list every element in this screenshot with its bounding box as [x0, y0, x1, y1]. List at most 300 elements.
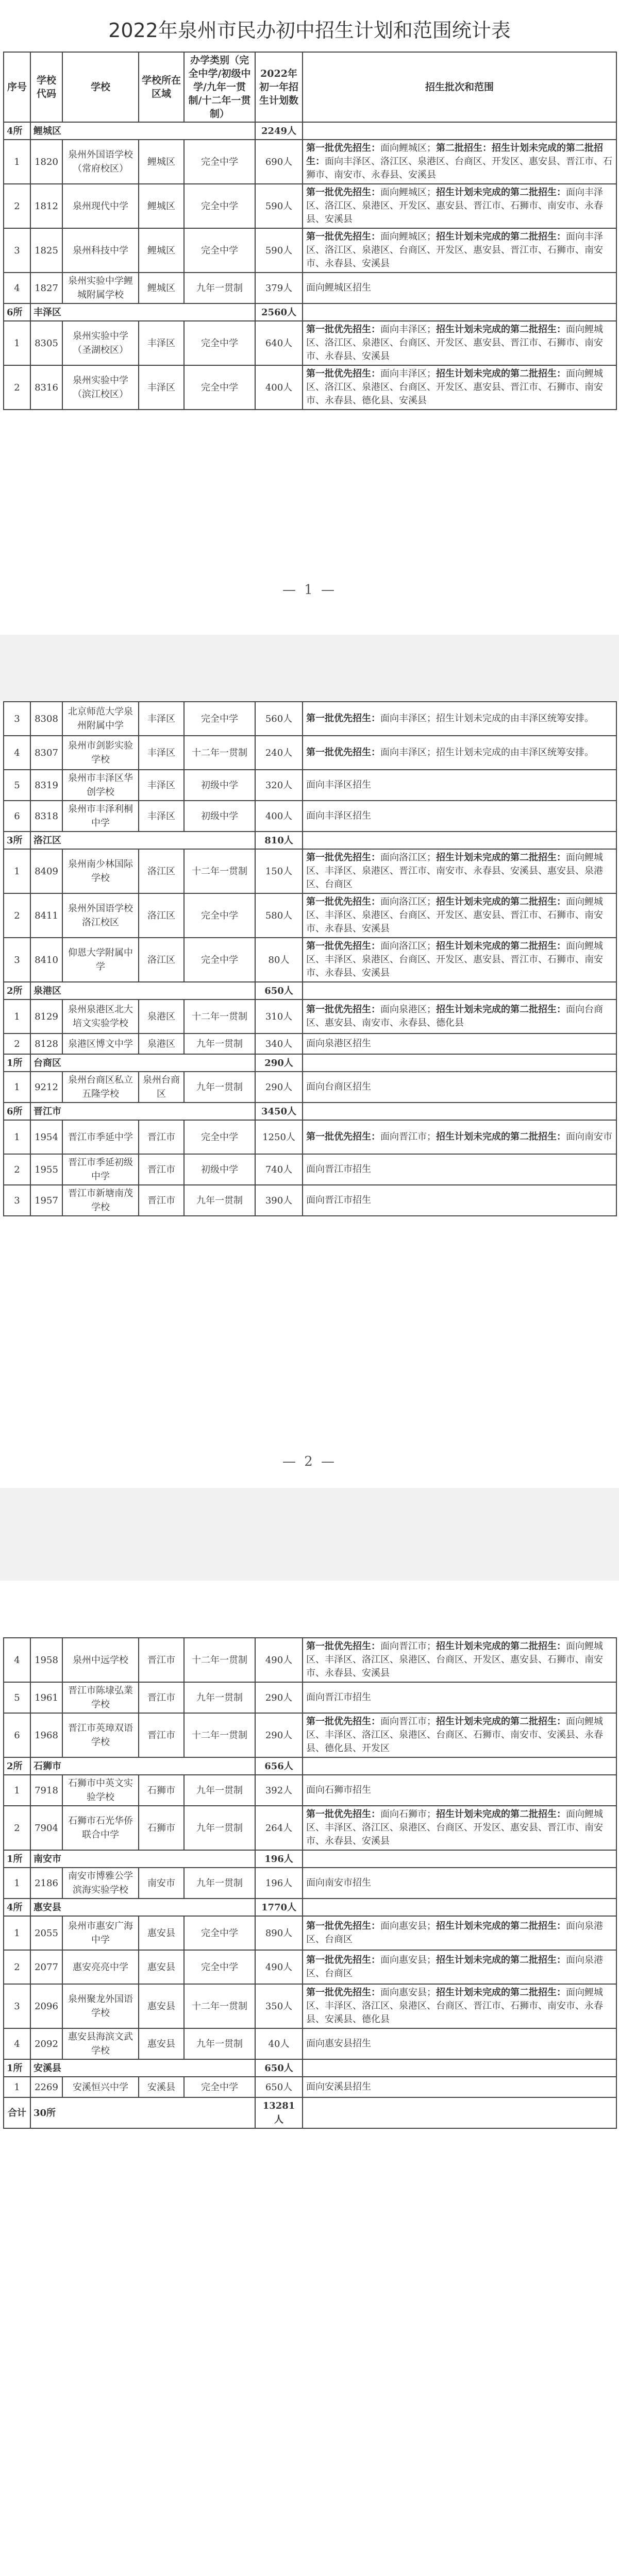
region-school-count: 2所	[4, 1757, 30, 1775]
school-code: 1957	[30, 1185, 62, 1216]
enrollment-scope	[303, 801, 616, 832]
plan-count: 196人	[255, 1868, 303, 1899]
table-row	[4, 1868, 616, 1899]
page-gap	[0, 635, 619, 701]
table-row	[4, 938, 616, 982]
school-type: 完全中学	[184, 1916, 255, 1950]
scope-areas: 面向泉港区、台商区	[306, 1921, 603, 1945]
enrollment-scope	[303, 228, 616, 273]
school-code: 9212	[30, 1072, 62, 1103]
page-title: 2022年泉州市民办初中招生计划和范围统计表	[108, 19, 511, 42]
plan-count: 580人	[255, 893, 303, 938]
school-type: 十二年一贯制	[184, 999, 255, 1033]
scope-batch-label: 第一批优先招生：	[306, 1921, 380, 1931]
scope-batch-label: 招生计划未完成的第二批招生：	[436, 1641, 566, 1652]
school-area: 南安市	[139, 1868, 184, 1899]
region-name: 南安市	[30, 1850, 255, 1868]
table-row	[4, 999, 616, 1033]
row-number: 2	[4, 1154, 30, 1185]
enrollment-scope	[303, 893, 616, 938]
column-header: 招生批次和范围	[303, 52, 616, 122]
school-area: 丰泽区	[139, 801, 184, 832]
school-name: 晋江市季延中学	[62, 1120, 139, 1154]
region-school-count: 6所	[4, 303, 30, 321]
school-name: 泉州南少林国际学校	[62, 849, 139, 893]
school-code: 7918	[30, 1775, 62, 1806]
scope-areas: 面向鲤城区、丰泽区、泉港区、台商区、开发区、惠安县、晋江市、石狮市、南安市、永春县、安溪县	[306, 941, 603, 978]
column-header: 2022年初一年招生计划数	[255, 52, 303, 122]
enrollment-scope	[303, 1868, 616, 1899]
school-code: 8409	[30, 849, 62, 893]
table-row	[4, 702, 616, 736]
scope-batch-label: 第一批优先招生：	[306, 1809, 380, 1820]
scope-batch-label: 招生计划未完成的第二批招生：	[436, 1716, 566, 1727]
scope-batch-label: 第一批优先招生：	[306, 187, 380, 198]
region-scope-empty	[303, 832, 616, 849]
school-name: 惠安亮亮中学	[62, 1950, 139, 1984]
region-plan-total: 650人	[255, 2059, 303, 2077]
school-area: 晋江市	[139, 1185, 184, 1216]
plan-count: 560人	[255, 702, 303, 736]
region-school-count: 4所	[4, 1899, 30, 1916]
region-scope-empty	[303, 2059, 616, 2077]
scope-areas: 面向晋江市招生	[306, 1692, 371, 1703]
scope-batch-label: 招生计划未完成的第二批招生：	[436, 1809, 566, 1820]
region-name: 安溪县	[30, 2059, 255, 2077]
scope-areas: 面向泉港区；	[380, 1004, 436, 1015]
plan-count: 320人	[255, 770, 303, 801]
enrollment-scope	[303, 1072, 616, 1103]
region-plan-total: 3450人	[255, 1103, 303, 1120]
school-code: 1820	[30, 140, 62, 184]
scope-areas: 面向石狮市招生	[306, 1785, 371, 1795]
scope-areas: 面向晋江市；	[380, 1716, 436, 1727]
school-type: 九年一贯制	[184, 1033, 255, 1054]
scope-areas: 招生计划未完成的由丰泽区统筹安排。	[436, 713, 594, 724]
row-number: 6	[4, 1713, 30, 1757]
scope-areas: 面向台商区、惠安县、南安市、永春县、德化县	[306, 1004, 603, 1028]
region-plan-total: 2249人	[255, 122, 303, 140]
scope-batch-label: 第一批优先招生：	[306, 1955, 380, 1965]
region-scope-empty	[303, 1757, 616, 1775]
enrollment-scope	[303, 736, 616, 770]
column-header: 学校代码	[30, 52, 62, 122]
enrollment-scope	[303, 1916, 616, 1950]
school-name: 泉州台商区私立五隆学校	[62, 1072, 139, 1103]
school-type: 九年一贯制	[184, 1775, 255, 1806]
scope-batch-label: 第一批优先招生：	[306, 1131, 380, 1142]
school-code: 8307	[30, 736, 62, 770]
school-area: 丰泽区	[139, 736, 184, 770]
scope-areas: 面向鲤城区、洛江区、泉港区、台商区、开发区、惠安县、晋江市、石狮市、南安市、永春县、德化县、安溪县	[306, 368, 603, 406]
table-row	[4, 893, 616, 938]
school-area: 惠安县	[139, 1950, 184, 1984]
row-number: 1	[4, 321, 30, 365]
school-area: 丰泽区	[139, 365, 184, 410]
table-row	[4, 1916, 616, 1950]
plan-count: 590人	[255, 228, 303, 273]
row-number: 2	[4, 1950, 30, 1984]
table-row	[4, 1033, 616, 1054]
scope-batch-label: 招生计划未完成的第二批招生：	[436, 324, 566, 335]
region-row	[4, 1054, 616, 1072]
scope-batch-label: 第一批优先招生：	[306, 896, 380, 907]
school-area: 丰泽区	[139, 702, 184, 736]
row-number: 4	[4, 736, 30, 770]
scope-areas: 面向泉港区、台商区	[306, 1955, 603, 1979]
row-number: 2	[4, 365, 30, 410]
scope-areas: 面向鲤城区、丰泽区、洛江区、泉港区、台商区、开发区、惠安县、晋江市、南安市、永春县、安溪县	[306, 1809, 603, 1846]
school-area: 惠安县	[139, 1916, 184, 1950]
page-3	[0, 1581, 619, 2576]
region-row	[4, 2059, 616, 2077]
school-code: 8128	[30, 1033, 62, 1054]
row-number: 3	[4, 1185, 30, 1216]
scope-batch-label: 招生计划未完成的第二批招生：	[436, 852, 566, 863]
school-type: 十二年一贯制	[184, 1713, 255, 1757]
plan-count: 690人	[255, 140, 303, 184]
page-1	[0, 0, 619, 635]
plan-count: 890人	[255, 1916, 303, 1950]
row-number: 4	[4, 273, 30, 303]
school-code: 1825	[30, 228, 62, 273]
school-name: 泉州实验中学（滨江校区）	[62, 365, 139, 410]
scope-areas: 面向晋江市；	[380, 1131, 436, 1142]
school-type: 完全中学	[184, 184, 255, 228]
region-name: 惠安县	[30, 1899, 255, 1916]
school-name: 泉州外国语学校（常府校区）	[62, 140, 139, 184]
enrollment-scope	[303, 1984, 616, 2028]
scope-batch-label: 第一批优先招生：	[306, 368, 380, 379]
row-number: 3	[4, 1984, 30, 2028]
scope-areas: 面向南安市招生	[306, 1877, 371, 1888]
table-row	[4, 1950, 616, 1984]
region-plan-total: 810人	[255, 832, 303, 849]
school-type: 完全中学	[184, 365, 255, 410]
scope-batch-label: 第二批招生：招生计划未完成的第二批招生：	[306, 143, 603, 167]
school-name: 石狮市中英文实验学校	[62, 1775, 139, 1806]
row-number: 6	[4, 801, 30, 832]
row-number: 1	[4, 140, 30, 184]
school-type: 完全中学	[184, 938, 255, 982]
region-name: 丰泽区	[30, 303, 255, 321]
school-name: 仰恩大学附属中学	[62, 938, 139, 982]
plan-count: 392人	[255, 1775, 303, 1806]
table-row	[4, 1775, 616, 1806]
row-number: 5	[4, 1682, 30, 1713]
scope-areas: 面向鲤城区、丰泽区、洛江区、泉港区、台商区、石狮市、南安市、安溪县、永春县、德化县、开发区	[306, 1716, 603, 1754]
plan-count: 150人	[255, 849, 303, 893]
region-scope-empty	[303, 1054, 616, 1072]
enrollment-scope	[303, 770, 616, 801]
school-area: 洛江区	[139, 849, 184, 893]
school-type: 十二年一贯制	[184, 849, 255, 893]
region-scope-empty	[303, 1899, 616, 1916]
enrollment-scope	[303, 702, 616, 736]
scope-areas: 面向晋江市；	[380, 1641, 436, 1652]
school-type: 十二年一贯制	[184, 1984, 255, 2028]
enrollment-scope	[303, 184, 616, 228]
school-code: 8319	[30, 770, 62, 801]
scope-areas: 面向泉港区招生	[306, 1038, 371, 1049]
table-row	[4, 1713, 616, 1757]
row-number: 4	[4, 2028, 30, 2059]
region-school-count: 1所	[4, 1054, 30, 1072]
region-row	[4, 1899, 616, 1916]
enrollment-scope	[303, 1185, 616, 1216]
table-row	[4, 273, 616, 303]
scope-areas: 面向鲤城区、丰泽区、泉港区、台商区、开发区、惠安县、晋江市、石狮市、南安市、永春县、安溪县	[306, 896, 603, 934]
region-plan-total: 290人	[255, 1054, 303, 1072]
school-area: 惠安县	[139, 2028, 184, 2059]
table-row	[4, 1185, 616, 1216]
school-code: 8305	[30, 321, 62, 365]
enrollment-scope	[303, 1950, 616, 1984]
region-plan-total: 650人	[255, 982, 303, 999]
region-school-count: 4所	[4, 122, 30, 140]
scope-areas: 面向丰泽区招生	[306, 810, 371, 821]
table-row	[4, 1682, 616, 1713]
school-name: 泉州实验中学鲤城附属学校	[62, 273, 139, 303]
plan-count: 379人	[255, 273, 303, 303]
school-area: 洛江区	[139, 893, 184, 938]
school-type: 九年一贯制	[184, 1072, 255, 1103]
region-row	[4, 122, 616, 140]
row-number: 1	[4, 1916, 30, 1950]
school-name: 泉州市丰泽利桐中学	[62, 801, 139, 832]
scope-areas: 面向鲤城区、丰泽区、泉港区、晋江市、南安市、永春县、安溪县、惠安县、泉港区、台商区	[306, 852, 603, 890]
school-type: 十二年一贯制	[184, 1638, 255, 1682]
school-name: 北京师范大学泉州附属中学	[62, 702, 139, 736]
plan-count: 590人	[255, 184, 303, 228]
scope-batch-label: 第一批优先招生：	[306, 231, 380, 242]
table-row	[4, 228, 616, 273]
region-name: 晋江市	[30, 1103, 255, 1120]
table-row	[4, 365, 616, 410]
scope-areas: 面向石狮市；	[380, 1809, 436, 1820]
scope-areas: 面向晋江市招生	[306, 1164, 371, 1175]
scope-batch-label: 第一批优先招生：	[306, 941, 380, 952]
region-name: 石狮市	[30, 1757, 255, 1775]
plan-count: 240人	[255, 736, 303, 770]
region-scope-empty	[303, 982, 616, 999]
scope-areas: 面向鲤城区、洛江区、泉港区、台商区、开发区、惠安县、晋江市、石狮市、南安市、永春县、安溪县	[306, 324, 603, 362]
school-type: 九年一贯制	[184, 1185, 255, 1216]
scope-areas: 面向鲤城区；	[380, 187, 436, 198]
school-type: 完全中学	[184, 321, 255, 365]
enrollment-scope	[303, 273, 616, 303]
total-scope-empty	[303, 2097, 616, 2128]
plan-count: 80人	[255, 938, 303, 982]
table-row	[4, 321, 616, 365]
scope-areas: 面向台商区招生	[306, 1081, 371, 1092]
row-number: 2	[4, 893, 30, 938]
school-type: 九年一贯制	[184, 2028, 255, 2059]
plan-count: 740人	[255, 1154, 303, 1185]
school-code: 2092	[30, 2028, 62, 2059]
row-number: 1	[4, 1868, 30, 1899]
total-school-count: 30所	[30, 2097, 255, 2128]
enrollment-scope	[303, 1033, 616, 1054]
school-name: 惠安县海滨文武学校	[62, 2028, 139, 2059]
scope-batch-label: 第一批优先招生：	[306, 324, 380, 335]
region-name: 鲤城区	[30, 122, 255, 140]
school-type: 九年一贯制	[184, 1806, 255, 1850]
scope-areas: 面向洛江区；	[380, 896, 436, 907]
plan-count: 310人	[255, 999, 303, 1033]
region-plan-total: 656人	[255, 1757, 303, 1775]
region-row	[4, 982, 616, 999]
enrollment-scope	[303, 1154, 616, 1185]
school-name: 泉州市丰泽区华创学校	[62, 770, 139, 801]
column-header: 办学类别（完全中学/初级中学/九年一贯制/十二年一贯制）	[184, 52, 255, 122]
school-type: 初级中学	[184, 801, 255, 832]
region-row	[4, 1103, 616, 1120]
region-name: 台商区	[30, 1054, 255, 1072]
scope-batch-label: 招生计划未完成的第二批招生：	[436, 1921, 566, 1931]
region-school-count: 1所	[4, 2059, 30, 2077]
scope-batch-label: 招生计划未完成的第二批招生：	[436, 941, 566, 952]
school-name: 安溪恒兴中学	[62, 2077, 139, 2097]
school-area: 泉州台商区	[139, 1072, 184, 1103]
school-name: 晋江市英璋双语学校	[62, 1713, 139, 1757]
table-row	[4, 736, 616, 770]
row-number: 5	[4, 770, 30, 801]
school-type: 初级中学	[184, 1154, 255, 1185]
region-school-count: 1所	[4, 1850, 30, 1868]
scope-batch-label: 招生计划未完成的第二批招生：	[436, 1004, 566, 1015]
plan-count: 40人	[255, 2028, 303, 2059]
school-area: 石狮市	[139, 1775, 184, 1806]
enrollment-scope	[303, 1775, 616, 1806]
total-label: 合计	[4, 2097, 30, 2128]
column-header: 学校所在区域	[139, 52, 184, 122]
region-scope-empty	[303, 303, 616, 321]
table-row	[4, 1120, 616, 1154]
table-row	[4, 184, 616, 228]
row-number: 1	[4, 1072, 30, 1103]
scope-batch-label: 招生计划未完成的第二批招生：	[436, 1987, 566, 1998]
school-area: 鲤城区	[139, 273, 184, 303]
scope-batch-label: 招生计划未完成的第二批招生：	[436, 896, 566, 907]
page-number: — 1 —	[282, 582, 337, 598]
school-area: 丰泽区	[139, 770, 184, 801]
school-type: 完全中学	[184, 1120, 255, 1154]
scope-areas: 面向丰泽区招生	[306, 779, 371, 790]
school-code: 7904	[30, 1806, 62, 1850]
plan-count: 290人	[255, 1713, 303, 1757]
school-area: 晋江市	[139, 1154, 184, 1185]
page-gap	[0, 1488, 619, 1581]
school-area: 丰泽区	[139, 321, 184, 365]
region-row	[4, 1850, 616, 1868]
school-type: 九年一贯制	[184, 1868, 255, 1899]
enrollment-scope	[303, 140, 616, 184]
school-type: 九年一贯制	[184, 273, 255, 303]
school-area: 鲤城区	[139, 184, 184, 228]
scope-areas: 面向晋江市招生	[306, 1195, 371, 1206]
school-code: 8129	[30, 999, 62, 1033]
school-code: 2269	[30, 2077, 62, 2097]
scope-areas: 面向鲤城区招生	[306, 282, 371, 293]
enrollment-scope	[303, 2028, 616, 2059]
school-code: 8308	[30, 702, 62, 736]
plan-count: 290人	[255, 1682, 303, 1713]
region-name: 泉港区	[30, 982, 255, 999]
row-number: 1	[4, 849, 30, 893]
school-type: 九年一贯制	[184, 1682, 255, 1713]
enrollment-table	[3, 701, 617, 1216]
plan-count: 490人	[255, 1950, 303, 1984]
scope-batch-label: 第一批优先招生：	[306, 1004, 380, 1015]
region-school-count: 6所	[4, 1103, 30, 1120]
table-row	[4, 1154, 616, 1185]
enrollment-scope	[303, 2077, 616, 2097]
school-name: 泉州外国语学校洛江校区	[62, 893, 139, 938]
total-row	[4, 2097, 616, 2128]
scope-areas: 面向丰泽区；	[380, 713, 436, 724]
school-code: 8411	[30, 893, 62, 938]
scope-areas: 面向鲤城区；	[380, 231, 436, 242]
school-area: 晋江市	[139, 1638, 184, 1682]
enrollment-scope	[303, 321, 616, 365]
school-type: 完全中学	[184, 228, 255, 273]
scope-batch-label: 第一批优先招生：	[306, 1716, 380, 1727]
school-code: 1954	[30, 1120, 62, 1154]
school-name: 泉州市剑影实验学校	[62, 736, 139, 770]
region-row	[4, 1757, 616, 1775]
scope-batch-label: 招生计划未完成的第二批招生：	[436, 1955, 566, 1965]
enrollment-scope	[303, 1638, 616, 1682]
enrollment-scope	[303, 1713, 616, 1757]
school-code: 1968	[30, 1713, 62, 1757]
scope-areas: 面向惠安县；	[380, 1955, 436, 1965]
region-scope-empty	[303, 122, 616, 140]
plan-count: 340人	[255, 1033, 303, 1054]
region-scope-empty	[303, 1850, 616, 1868]
scope-areas: 面向丰泽区、洛江区、泉港区、开发区、惠安县、晋江市、石狮市、南安市、永春县、安溪县	[306, 187, 603, 225]
page-number: — 2 —	[282, 1454, 337, 1469]
school-type: 初级中学	[184, 770, 255, 801]
scope-batch-label: 第一批优先招生：	[306, 1641, 380, 1652]
scope-areas: 面向丰泽区；	[380, 747, 436, 758]
school-code: 8318	[30, 801, 62, 832]
enrollment-scope	[303, 1682, 616, 1713]
school-type: 十二年一贯制	[184, 736, 255, 770]
region-row	[4, 832, 616, 849]
enrollment-scope	[303, 938, 616, 982]
scope-areas: 面向丰泽区；	[380, 368, 436, 379]
school-code: 1827	[30, 273, 62, 303]
table-row	[4, 770, 616, 801]
scope-areas: 面向丰泽区；	[380, 324, 436, 335]
region-school-count: 2所	[4, 982, 30, 999]
scope-areas: 面向丰泽区、洛江区、泉港区、台商区、开发区、惠安县、晋江市、石狮市、南安市、永春县、安溪县	[306, 156, 612, 180]
scope-areas: 面向洛江区；	[380, 852, 436, 863]
enrollment-table	[3, 52, 617, 410]
school-code: 2096	[30, 1984, 62, 2028]
school-type: 完全中学	[184, 893, 255, 938]
school-code: 1961	[30, 1682, 62, 1713]
total-plan-count: 13281人	[255, 2097, 303, 2128]
school-name: 南安市博雅公学滨海实验学校	[62, 1868, 139, 1899]
table-row	[4, 1072, 616, 1103]
scope-areas: 面向丰泽区、洛江区、泉港区、台商区、开发区、惠安县、晋江市、石狮市、南安市、永春县、安溪县	[306, 231, 603, 269]
school-code: 2077	[30, 1950, 62, 1984]
table-row	[4, 1984, 616, 2028]
school-code: 1955	[30, 1154, 62, 1185]
plan-count: 1250人	[255, 1120, 303, 1154]
